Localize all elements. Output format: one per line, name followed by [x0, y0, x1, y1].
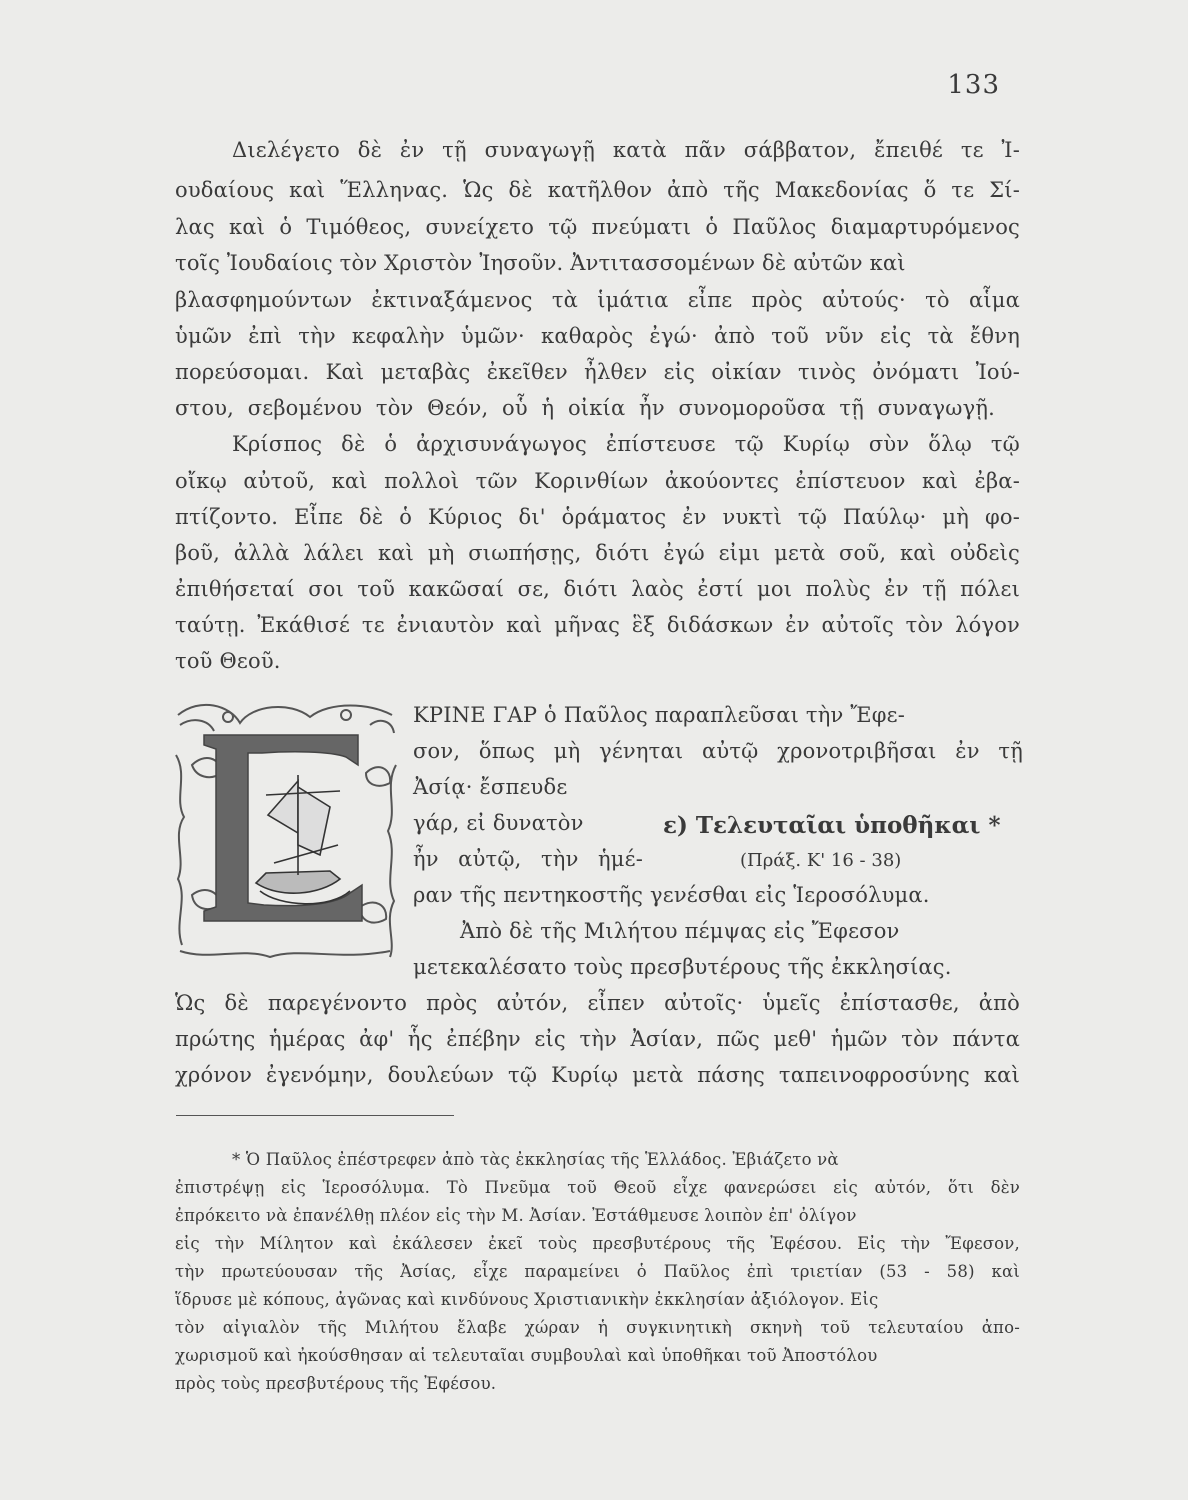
text-line: τοῦ Θεοῦ. [175, 649, 281, 673]
text-line: Ἀσίᾳ· ἔσπευδε [413, 775, 568, 799]
section-heading: ε) Τελευταῖαι ὑποθῆκαι * [663, 812, 1001, 839]
text-line: πρώτης ἡμέρας ἀφ' ἧς ἐπέβην εἰς τὴν Ἀσίαν, πῶς μεθ' ἡμῶν τὸν πάντα [175, 1027, 1020, 1051]
text-line: Ἀπὸ δὲ τῆς Μιλήτου πέμψας εἰς Ἔφεσον [460, 919, 900, 943]
footnote-line: πρὸς τοὺς πρεσβυτέρους τῆς Ἐφέσου. [175, 1374, 497, 1393]
footnote-line: εἰς τὴν Μίλητον καὶ ἐκάλεσεν ἐκεῖ τοὺς πρεσβυτέρους τῆς Ἐφέσου. Εἰς τὴν Ἔφεσον, [175, 1234, 1020, 1253]
text-line: ὑμῶν ἐπὶ τὴν κεφαλὴν ὑμῶν· καθαρὸς ἐγώ· ἀπὸ τοῦ νῦν εἰς τὰ ἔθνη [175, 324, 1020, 348]
text-line: σον, ὅπως μὴ γένηται αὐτῷ χρονοτριβῆσαι ἐν τῇ [413, 739, 1023, 763]
text-line: βοῦ, ἀλλὰ λάλει καὶ μὴ σιωπήσῃς, διότι ἐγώ εἰμι μετὰ σοῦ, καὶ οὐδεὶς [175, 541, 1020, 565]
text-line: Κρίσπος δὲ ὁ ἀρχισυνάγωγος ἐπίστευσε τῷ Κυρίῳ σὺν ὅλῳ τῷ [232, 432, 1020, 456]
text-line: οἴκῳ αὐτοῦ, καὶ πολλοὶ τῶν Κορινθίων ἀκούοντες ἐπίστευον καὶ ἐβα- [175, 469, 1020, 493]
footnote-line: τὸν αἰγιαλὸν τῆς Μιλήτου ἔλαβε χώραν ἡ συγκινητικὴ σκηνὴ τοῦ τελευταίου ἀπο- [175, 1318, 1020, 1337]
footnote-divider [176, 1115, 454, 1116]
text-line: βλασφημούντων ἐκτιναξάμενος τὰ ἱμάτια εἶπε πρὸς αὐτούς· τὸ αἷμα [175, 288, 1020, 312]
footnote-line: ἐπιστρέψῃ εἰς Ἱεροσόλυμα. Τὸ Πνεῦμα τοῦ Θεοῦ εἶχε φανερώσει εἰς αὐτόν, ὅτι δὲν [175, 1178, 1020, 1197]
footnote-line: ἵδρυσε μὲ κόπους, ἀγῶνας καὶ κινδύνους Χριστιανικὴν ἐκκλησίαν ἀξιόλογον. Εἰς [175, 1290, 879, 1309]
decorated-initial [170, 695, 402, 963]
footnote-line: * Ὁ Παῦλος ἐπέστρεφεν ἀπὸ τὰς ἐκκλησίας τῆς Ἑλλάδος. Ἐβιάζετο νὰ [232, 1150, 839, 1169]
section-reference: (Πράξ. Κ' 16 - 38) [740, 850, 902, 871]
text-line: Διελέγετο δὲ ἐν τῇ συναγωγῇ κατὰ πᾶν σάββατον, ἔπειθέ τε Ἰ- [232, 138, 1020, 162]
text-line: ἐπιθήσεταί σοι τοῦ κακῶσαί σε, διότι λαὸς ἐστί μοι πολὺς ἐν τῇ πόλει [175, 577, 1020, 601]
footnote-line: τὴν πρωτεύουσαν τῆς Ἀσίας, εἶχε παραμείνει ὁ Παῦλος ἐπὶ τριετίαν (53 - 58) καὶ [175, 1262, 1020, 1281]
ornament-initial-e-icon [170, 695, 402, 963]
text-line: ἦν αὐτῷ, τὴν ἡμέ- [413, 847, 643, 871]
text-line: πτίζοντο. Εἶπε δὲ ὁ Κύριος δι' ὁράματος ἐν νυκτὶ τῷ Παύλῳ· μὴ φο- [175, 505, 1020, 529]
text-line: πορεύσομαι. Καὶ μεταβὰς ἐκεῖθεν ἦλθεν εἰς οἰκίαν τινὸς ὀνόματι Ἰού- [175, 360, 1020, 384]
footnote-line: χωρισμοῦ καὶ ἠκούσθησαν αἱ τελευταῖαι συμβουλαὶ καὶ ὑποθῆκαι τοῦ Ἀποστόλου [175, 1346, 878, 1365]
text-line: μετεκαλέσατο τοὺς πρεσβυτέρους τῆς ἐκκλησίας. [413, 955, 952, 979]
text-line: τοῖς Ἰουδαίοις τὸν Χριστὸν Ἰησοῦν. Ἀντιτασσομένων δὲ αὐτῶν καὶ [175, 251, 906, 275]
text-line: λας καὶ ὁ Τιμόθεος, συνείχετο τῷ πνεύματι ὁ Παῦλος διαμαρτυρόμενος [175, 215, 1020, 239]
footnote-line: ἐπρόκειτο νὰ ἐπανέλθῃ πλέον εἰς τὴν Μ. Ἀσίαν. Ἐστάθμευσε λοιπὸν ἐπ' ὀλίγον [175, 1206, 857, 1225]
text-line: Ὡς δὲ παρεγένοντο πρὸς αὐτόν, εἶπεν αὐτοῖς· ὑμεῖς ἐπίστασθε, ἀπὸ [175, 991, 1020, 1015]
text-line: στου, σεβομένου τὸν Θεόν, οὗ ἡ οἰκία ἦν συνομοροῦσα τῇ συναγωγῇ. [175, 396, 995, 420]
text-line: ταύτῃ. Ἐκάθισέ τε ἐνιαυτὸν καὶ μῆνας ἓξ διδάσκων ἐν αὐτοῖς τὸν λόγον [175, 613, 1020, 637]
text-line: γάρ, εἰ δυνατὸν [413, 811, 584, 835]
text-line: ουδαίους καὶ Ἕλληνας. Ὡς δὲ κατῆλθον ἀπὸ τῆς Μακεδονίας ὅ τε Σί- [175, 178, 1020, 202]
page-number: 133 [947, 70, 1000, 100]
text-line: ΚΡΙΝΕ ΓΑΡ ὁ Παῦλος παραπλεῦσαι τὴν Ἔφε- [413, 703, 905, 727]
text-line: χρόνον ἐγενόμην, δουλεύων τῷ Κυρίῳ μετὰ πάσης ταπεινοφροσύνης καὶ [175, 1063, 1020, 1087]
text-line: ραν τῆς πεντηκοστῆς γενέσθαι εἰς Ἱεροσόλυμα. [413, 883, 930, 907]
